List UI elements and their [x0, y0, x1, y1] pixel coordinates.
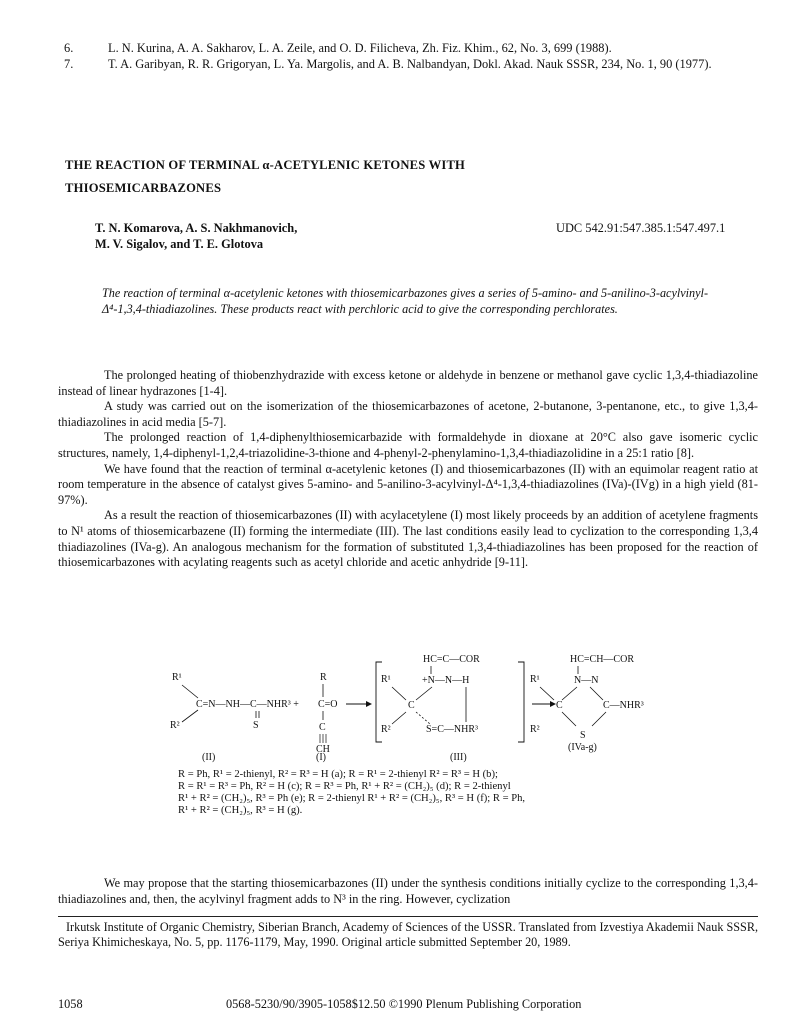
- scheme-iii-bottom: S=C—NHR³: [426, 724, 478, 735]
- scheme-r2-label: R²: [170, 720, 180, 731]
- scheme-ii-chain: C=N—NH—C—NHR³ +: [196, 699, 299, 710]
- article-title: [65, 154, 705, 200]
- scheme-iii-n: +N—N—H: [422, 675, 470, 686]
- scheme-iv-top: HC=CH—COR: [570, 654, 634, 665]
- paragraph: As a result the reaction of thiosemicarbazones (II) with acylacetylene (I) most likely proceeds by an addition of acetylene fragments to N¹ atoms of thiosemicarbazene (II) forming the intermediate (III). The last conditions easily lead to cyclization to the corresponding 1,3,4 thiadiazolines (IVa-g). An analogous mechanism for the formation of substituted 1,3,4-thiadiazolines has been proposed for the reaction of thiosemicarbazones with acylating reagents such as acetyl chloride and acetic anhydride [9-11].: [58, 508, 758, 570]
- reference-item: [58, 56, 758, 72]
- scheme-carbon: C: [319, 722, 326, 733]
- label-compound-ii: (II): [202, 752, 216, 763]
- title-line-1: THE REACTION OF TERMINAL α-ACETYLENIC KETONES WITH: [65, 158, 466, 172]
- legend-line: R¹ + R² = (CH₂)₅, R³ = Ph (e); R = 2-thienyl R¹ + R² = (CH₂)₅, R³ = H (f); R = Ph,: [178, 793, 526, 804]
- bond-line: [592, 712, 606, 726]
- reference-list: [58, 40, 758, 72]
- scheme-iii-top: HC=C—COR: [423, 654, 480, 665]
- scheme-iv-n: N—N: [574, 675, 599, 686]
- reference-text: T. A. Garibyan, R. R. Grigoryan, L. Ya. Margolis, and A. B. Nalbandyan, Dokl. Akad. Nauk SSSR, 234, No. 1, 90 (1977).: [108, 57, 712, 71]
- scheme-iii-r1: R¹: [381, 674, 391, 685]
- paragraph: A study was carried out on the isomerization of the thiosemicarbazones of acetone, 2-butanone, 3-pentanone, etc., to give 1,3,4-thiadiazolines in acid media [5-7].: [58, 399, 758, 429]
- scheme-iv-c-nhr: C—NHR³: [603, 700, 644, 711]
- scheme-r-label: R: [320, 672, 327, 683]
- bond-line: [392, 687, 406, 700]
- bracket-right: [518, 662, 524, 742]
- reaction-scheme: [160, 648, 680, 766]
- paragraph: We may propose that the starting thiosemicarbazones (II) under the synthesis conditions initially cyclize to the corresponding 1,3,4-thiadiazolines and, then, the acylvinyl fragment adds to N³ in the ring. However, cyclization: [58, 876, 758, 906]
- reference-number: 7.: [64, 57, 74, 71]
- dashed-bond: [416, 712, 430, 724]
- label-compound-iii: (III): [450, 752, 467, 763]
- authors-line-1: T. N. Komarova, A. S. Nakhmanovich,: [95, 221, 298, 235]
- scheme-iii-c: C: [408, 700, 415, 711]
- scheme-sulfur: S: [253, 720, 259, 731]
- arrowhead: [366, 701, 372, 707]
- bond-line: [562, 712, 576, 726]
- paragraph: The prolonged reaction of 1,4-diphenylthiosemicarbazide with formaldehyde in dioxane at 20°C also gave isomeric cyclic structures, namely, 1,4-diphenyl-1,2,4-triazolidine-3-thione and 4-phenyl-2-phenylamino-1,3,4-thiadiazolidine in a 25:1 ratio [8].: [58, 430, 758, 460]
- affiliation-text: Irkutsk Institute of Organic Chemistry, Siberian Branch, Academy of Sciences of the USSR. Translated from Izvestiya Akademii Nauk SSSR, Seriya Khimicheskaya, No. 5, pp. 1176-1179, May, 1990. Original article submitted September 20, 1989.: [58, 920, 758, 950]
- reference-item: [58, 40, 758, 56]
- page-number: 1058: [58, 997, 83, 1011]
- footnote-rule: [58, 916, 758, 917]
- scheme-r1-label: R¹: [172, 672, 182, 683]
- copyright-line: 0568-5230/90/3905-1058$12.50 ©1990 Plenum Publishing Corporation: [226, 997, 582, 1011]
- udc-code: UDC 542.91:547.385.1:547.497.1: [556, 221, 726, 235]
- scheme-carbonyl: C=O: [318, 699, 338, 710]
- author-list: [95, 220, 475, 252]
- paragraph: The prolonged heating of thiobenzhydrazide with excess ketone or aldehyde in benzene or methanol gave cyclic 1,3,4-thiadiazoline instead of linear hydrazones [1-4].: [58, 368, 758, 398]
- bond-line: [416, 687, 432, 700]
- scheme-iv-r2: R²: [530, 724, 540, 735]
- bond-line: [392, 712, 406, 724]
- substituent-legend: [178, 769, 698, 817]
- scheme-iv-c: C: [556, 700, 563, 711]
- bond-line: [182, 710, 198, 722]
- legend-line: R = Ph, R¹ = 2-thienyl, R² = R³ = H (a); R = R¹ = 2-thienyl R² = R³ = H (b);: [178, 769, 498, 780]
- abstract: The reaction of terminal α-acetylenic ketones with thiosemicarbazones gives a series of 5-amino- and 5-anilino-3-acylvinyl-Δ⁴-1,3,4-thiadiazolines. These products react with perchloric acid to give the corresponding perchlorates.: [102, 286, 708, 316]
- scheme-iv-r1: R¹: [530, 674, 540, 685]
- label-compound-i: (I): [316, 752, 326, 763]
- scheme-iii-r2: R²: [381, 724, 391, 735]
- bond-line: [590, 687, 603, 700]
- reference-number: 6.: [64, 41, 74, 55]
- legend-line: R = R¹ = R³ = Ph, R² = H (c); R = R³ = Ph, R¹ + R² = (CH₂)₅ (d); R = 2-thienyl: [178, 781, 511, 792]
- affiliation-footnote: [58, 920, 758, 950]
- authors-line-2: M. V. Sigalov, and T. E. Glotova: [95, 237, 264, 251]
- scheme-ch: CH: [316, 744, 330, 755]
- paragraph: We have found that the reaction of terminal α-acetylenic ketones (I) and thiosemicarbazones (II) with an equimolar reagent ratio at room temperature in the absence of catalyst gives 5-amino- and 5-anilino-3-acylvinyl-Δ⁴-1,3,4-thiadiazolines (IVa)-(IVg) in a high yield (81-97%).: [58, 461, 758, 507]
- scheme-iv-sulfur: S: [580, 730, 586, 741]
- label-compound-iv: (IVa-g): [568, 742, 597, 753]
- reference-text: L. N. Kurina, A. A. Sakharov, L. A. Zeile, and O. D. Filicheva, Zh. Fiz. Khim., 62, No. 3, 699 (1988).: [108, 41, 612, 55]
- bond-line: [562, 687, 577, 700]
- body-text-continued: [58, 876, 758, 907]
- title-line-2: THIOSEMICARBAZONES: [65, 181, 222, 195]
- legend-line: R¹ + R² = (CH₂)₅, R³ = H (g).: [178, 805, 303, 816]
- body-text: [58, 368, 758, 571]
- bond-line: [182, 685, 198, 698]
- bond-line: [540, 687, 554, 700]
